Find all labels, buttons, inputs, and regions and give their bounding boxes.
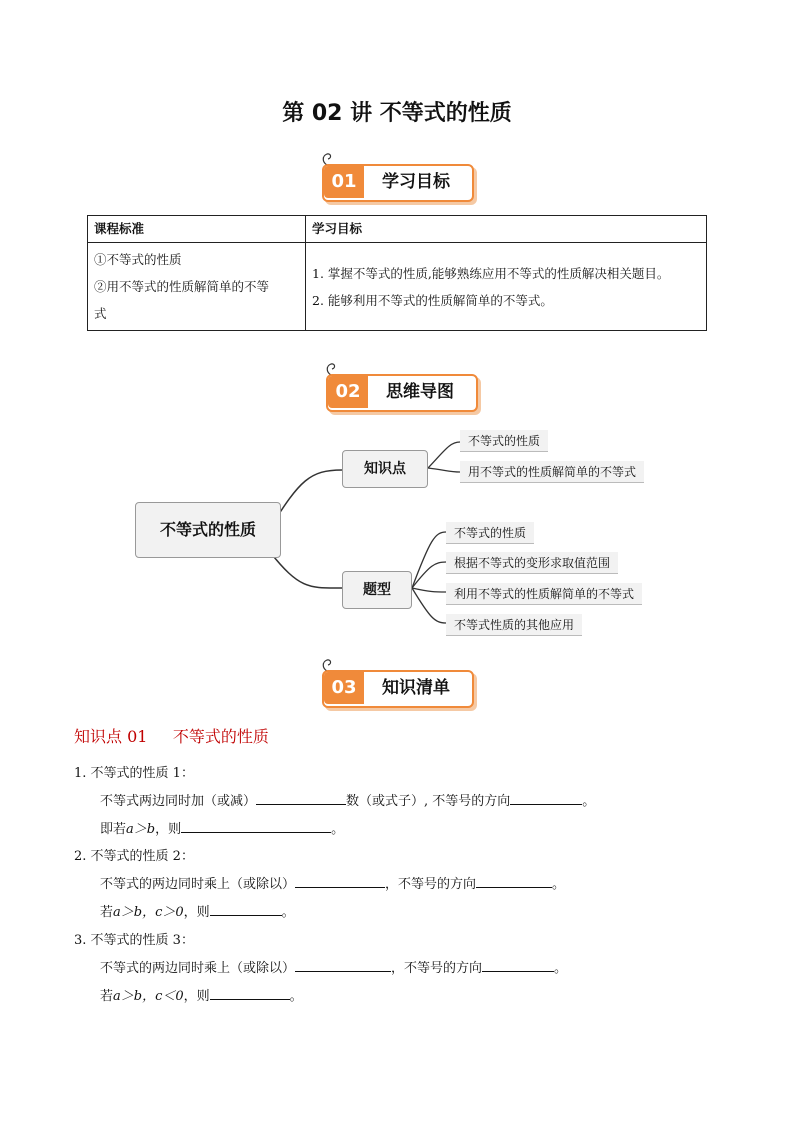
fill-blank[interactable]	[210, 987, 290, 1000]
statement-text: 。	[552, 877, 566, 892]
property-statement	[100, 957, 567, 976]
fill-blank[interactable]	[295, 875, 385, 888]
section-label: 学习目标	[382, 172, 450, 192]
mindmap-branch-knowledge: 知识点	[342, 450, 428, 488]
property-title: 1. 不等式的性质 1：	[74, 766, 194, 781]
section-label: 知识清单	[382, 678, 450, 698]
property-title: 2. 不等式的性质 2：	[74, 849, 194, 864]
goals-table	[87, 215, 707, 331]
objective-item: 2. 能够利用不等式的性质解简单的不等式。	[312, 292, 553, 308]
math-expression: a＞b，c＞0	[113, 905, 184, 920]
statement-text: 不等式的两边同时乘上（或除以）	[100, 961, 296, 976]
fill-blank[interactable]	[181, 820, 331, 833]
standard-item: ②用不等式的性质解简单的不等	[94, 279, 270, 294]
property-statement	[100, 790, 595, 809]
example-text: 。	[331, 822, 345, 837]
header-objectives: 学习目标	[306, 216, 707, 243]
section-badge-03	[322, 664, 472, 706]
statement-text: 不等式两边同时加（或减）	[100, 794, 257, 809]
example-text: ，则	[183, 905, 210, 920]
section-number: 03	[324, 672, 364, 704]
statement-text: 数（或式子）, 不等号的方向	[346, 794, 511, 809]
example-text: 。	[281, 905, 295, 920]
example-text: 即若	[100, 822, 127, 837]
standard-item: ①不等式的性质	[94, 252, 182, 267]
example-text: 。	[289, 989, 303, 1004]
section-number: 01	[324, 166, 364, 198]
mindmap-leaf: 不等式性质的其他应用	[446, 614, 582, 636]
mindmap-leaf: 不等式的性质	[460, 430, 548, 452]
section-badge-01	[322, 158, 472, 200]
fill-blank[interactable]	[510, 792, 582, 805]
fill-blank[interactable]	[295, 959, 391, 972]
section-number: 02	[328, 376, 368, 408]
knowledge-point-heading: 知识点 01 不等式的性质	[74, 727, 269, 746]
fill-blank[interactable]	[476, 875, 552, 888]
mindmap-leaf: 根据不等式的变形求取值范围	[446, 552, 618, 574]
mindmap-branch-types: 题型	[342, 571, 412, 609]
header-standards: 课程标准	[88, 216, 306, 243]
mindmap-root: 不等式的性质	[135, 502, 281, 558]
section-label: 思维导图	[386, 382, 454, 402]
page-title: 第 02 讲 不等式的性质	[282, 101, 512, 126]
statement-text: 不等式的两边同时乘上（或除以）	[100, 877, 296, 892]
statement-text: 。	[554, 961, 568, 976]
fill-blank[interactable]	[482, 959, 554, 972]
math-expression: a＞b	[126, 822, 156, 837]
section-badge-02	[326, 368, 476, 410]
mindmap-leaf: 利用不等式的性质解简单的不等式	[446, 583, 642, 605]
fill-blank[interactable]	[210, 903, 282, 916]
statement-text: ，不等号的方向	[385, 877, 477, 892]
example-text: ，则	[155, 822, 182, 837]
property-example	[100, 818, 344, 837]
math-expression: a＞b，c＜0	[113, 989, 184, 1004]
objectives-cell	[306, 243, 707, 331]
objective-item: 1. 掌握不等式的性质,能够熟练应用不等式的性质解决相关题目。	[312, 265, 670, 281]
mindmap-leaf: 用不等式的性质解简单的不等式	[460, 461, 644, 483]
standards-cell	[88, 243, 306, 331]
property-example	[100, 901, 295, 920]
fill-blank[interactable]	[256, 792, 346, 805]
property-statement	[100, 873, 565, 892]
property-example	[100, 985, 303, 1004]
statement-text: 。	[582, 794, 596, 809]
example-text: 若	[100, 905, 114, 920]
mindmap-leaf: 不等式的性质	[446, 522, 534, 544]
standard-item: 式	[94, 306, 107, 321]
example-text: ，则	[183, 989, 210, 1004]
property-title: 3. 不等式的性质 3：	[74, 933, 194, 948]
example-text: 若	[100, 989, 114, 1004]
statement-text: ，不等号的方向	[391, 961, 483, 976]
